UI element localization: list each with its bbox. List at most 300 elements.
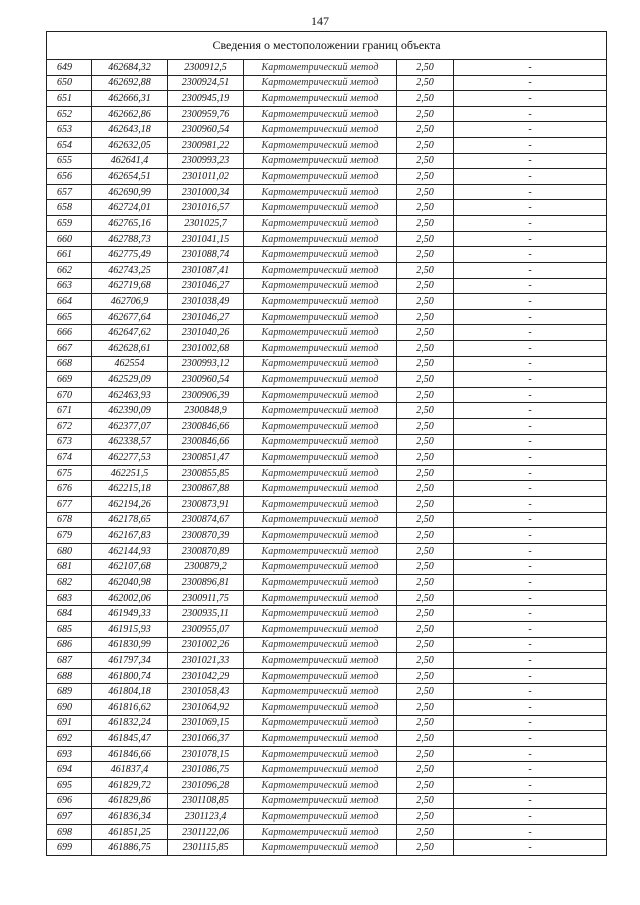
table-row xyxy=(47,216,607,232)
precision-cell: 2,50 xyxy=(397,606,454,622)
table-row xyxy=(47,403,607,419)
precision-cell: 2,50 xyxy=(397,699,454,715)
point-number-cell: 680 xyxy=(47,543,92,559)
method-cell: Картометрический метод xyxy=(244,122,397,138)
precision-cell: 2,50 xyxy=(397,309,454,325)
precision-cell: 2,50 xyxy=(397,497,454,513)
table-row xyxy=(47,153,607,169)
table-row xyxy=(47,325,607,341)
x-coordinate-cell: 462144,93 xyxy=(92,543,168,559)
table-row xyxy=(47,809,607,825)
point-number-cell: 691 xyxy=(47,715,92,731)
description-cell: - xyxy=(454,169,607,185)
x-coordinate-cell: 462167,83 xyxy=(92,528,168,544)
x-coordinate-cell: 461886,75 xyxy=(92,840,168,856)
x-coordinate-cell: 461949,33 xyxy=(92,606,168,622)
description-cell: - xyxy=(454,575,607,591)
table-row xyxy=(47,309,607,325)
point-number-cell: 696 xyxy=(47,793,92,809)
x-coordinate-cell: 462628,61 xyxy=(92,340,168,356)
table-row xyxy=(47,106,607,122)
point-number-cell: 697 xyxy=(47,809,92,825)
table-row xyxy=(47,543,607,559)
x-coordinate-cell: 462554 xyxy=(92,356,168,372)
y-coordinate-cell: 2301086,75 xyxy=(168,762,244,778)
point-number-cell: 679 xyxy=(47,528,92,544)
point-number-cell: 656 xyxy=(47,169,92,185)
y-coordinate-cell: 2300855,85 xyxy=(168,465,244,481)
description-cell: - xyxy=(454,106,607,122)
x-coordinate-cell: 461829,72 xyxy=(92,778,168,794)
description-cell: - xyxy=(454,731,607,747)
description-cell: - xyxy=(454,465,607,481)
method-cell: Картометрический метод xyxy=(244,809,397,825)
x-coordinate-cell: 462775,49 xyxy=(92,247,168,263)
method-cell: Картометрический метод xyxy=(244,75,397,91)
method-cell: Картометрический метод xyxy=(244,387,397,403)
point-number-cell: 698 xyxy=(47,824,92,840)
table-row xyxy=(47,731,607,747)
x-coordinate-cell: 462338,57 xyxy=(92,434,168,450)
description-cell: - xyxy=(454,762,607,778)
y-coordinate-cell: 2301066,37 xyxy=(168,731,244,747)
precision-cell: 2,50 xyxy=(397,543,454,559)
point-number-cell: 668 xyxy=(47,356,92,372)
description-cell: - xyxy=(454,200,607,216)
description-cell: - xyxy=(454,481,607,497)
table-row xyxy=(47,778,607,794)
precision-cell: 2,50 xyxy=(397,372,454,388)
description-cell: - xyxy=(454,262,607,278)
x-coordinate-cell: 462251,5 xyxy=(92,465,168,481)
table-row xyxy=(47,621,607,637)
description-cell: - xyxy=(454,356,607,372)
precision-cell: 2,50 xyxy=(397,387,454,403)
description-cell: - xyxy=(454,543,607,559)
point-number-cell: 686 xyxy=(47,637,92,653)
table-row xyxy=(47,746,607,762)
table-row xyxy=(47,356,607,372)
point-number-cell: 673 xyxy=(47,434,92,450)
precision-cell: 2,50 xyxy=(397,528,454,544)
precision-cell: 2,50 xyxy=(397,91,454,107)
point-number-cell: 658 xyxy=(47,200,92,216)
x-coordinate-cell: 462277,53 xyxy=(92,450,168,466)
description-cell: - xyxy=(454,590,607,606)
method-cell: Картометрический метод xyxy=(244,91,397,107)
point-number-cell: 694 xyxy=(47,762,92,778)
method-cell: Картометрический метод xyxy=(244,325,397,341)
precision-cell: 2,50 xyxy=(397,262,454,278)
description-cell: - xyxy=(454,372,607,388)
table-row xyxy=(47,684,607,700)
point-number-cell: 669 xyxy=(47,372,92,388)
y-coordinate-cell: 2301058,43 xyxy=(168,684,244,700)
y-coordinate-cell: 2300896,81 xyxy=(168,575,244,591)
table-row xyxy=(47,559,607,575)
description-cell: - xyxy=(454,621,607,637)
precision-cell: 2,50 xyxy=(397,762,454,778)
point-number-cell: 677 xyxy=(47,497,92,513)
method-cell: Картометрический метод xyxy=(244,340,397,356)
precision-cell: 2,50 xyxy=(397,231,454,247)
x-coordinate-cell: 462788,73 xyxy=(92,231,168,247)
point-number-cell: 666 xyxy=(47,325,92,341)
x-coordinate-cell: 462662,86 xyxy=(92,106,168,122)
description-cell: - xyxy=(454,231,607,247)
point-number-cell: 674 xyxy=(47,450,92,466)
y-coordinate-cell: 2300924,51 xyxy=(168,75,244,91)
y-coordinate-cell: 2300873,91 xyxy=(168,497,244,513)
precision-cell: 2,50 xyxy=(397,122,454,138)
x-coordinate-cell: 461830,99 xyxy=(92,637,168,653)
method-cell: Картометрический метод xyxy=(244,715,397,731)
x-coordinate-cell: 462002,06 xyxy=(92,590,168,606)
method-cell: Картометрический метод xyxy=(244,621,397,637)
table-row xyxy=(47,606,607,622)
description-cell: - xyxy=(454,138,607,154)
y-coordinate-cell: 2301087,41 xyxy=(168,262,244,278)
point-number-cell: 659 xyxy=(47,216,92,232)
precision-cell: 2,50 xyxy=(397,419,454,435)
y-coordinate-cell: 2301069,15 xyxy=(168,715,244,731)
description-cell: - xyxy=(454,325,607,341)
x-coordinate-cell: 462706,9 xyxy=(92,294,168,310)
table-row xyxy=(47,278,607,294)
point-number-cell: 650 xyxy=(47,75,92,91)
method-cell: Картометрический метод xyxy=(244,543,397,559)
point-number-cell: 660 xyxy=(47,231,92,247)
y-coordinate-cell: 2300867,88 xyxy=(168,481,244,497)
precision-cell: 2,50 xyxy=(397,60,454,76)
table-row xyxy=(47,372,607,388)
x-coordinate-cell: 462390,09 xyxy=(92,403,168,419)
method-cell: Картометрический метод xyxy=(244,231,397,247)
x-coordinate-cell: 461915,93 xyxy=(92,621,168,637)
table-row xyxy=(47,262,607,278)
method-cell: Картометрический метод xyxy=(244,481,397,497)
y-coordinate-cell: 2301021,33 xyxy=(168,653,244,669)
point-number-cell: 664 xyxy=(47,294,92,310)
point-number-cell: 665 xyxy=(47,309,92,325)
method-cell: Картометрический метод xyxy=(244,684,397,700)
y-coordinate-cell: 2301025,7 xyxy=(168,216,244,232)
method-cell: Картометрический метод xyxy=(244,450,397,466)
description-cell: - xyxy=(454,684,607,700)
y-coordinate-cell: 2301002,26 xyxy=(168,637,244,653)
precision-cell: 2,50 xyxy=(397,153,454,169)
point-number-cell: 676 xyxy=(47,481,92,497)
y-coordinate-cell: 2300912,5 xyxy=(168,60,244,76)
point-number-cell: 667 xyxy=(47,340,92,356)
precision-cell: 2,50 xyxy=(397,325,454,341)
precision-cell: 2,50 xyxy=(397,450,454,466)
method-cell: Картометрический метод xyxy=(244,465,397,481)
y-coordinate-cell: 2300993,12 xyxy=(168,356,244,372)
table-row xyxy=(47,75,607,91)
method-cell: Картометрический метод xyxy=(244,668,397,684)
x-coordinate-cell: 461846,66 xyxy=(92,746,168,762)
y-coordinate-cell: 2301041,15 xyxy=(168,231,244,247)
precision-cell: 2,50 xyxy=(397,746,454,762)
description-cell: - xyxy=(454,153,607,169)
description-cell: - xyxy=(454,309,607,325)
precision-cell: 2,50 xyxy=(397,590,454,606)
page-number: 147 xyxy=(311,14,329,28)
method-cell: Картометрический метод xyxy=(244,699,397,715)
table-row xyxy=(47,653,607,669)
table-title: Сведения о местоположении границ объекта xyxy=(47,32,607,60)
y-coordinate-cell: 2301122,06 xyxy=(168,824,244,840)
point-number-cell: 649 xyxy=(47,60,92,76)
method-cell: Картометрический метод xyxy=(244,637,397,653)
point-number-cell: 683 xyxy=(47,590,92,606)
y-coordinate-cell: 2300846,66 xyxy=(168,434,244,450)
y-coordinate-cell: 2300911,75 xyxy=(168,590,244,606)
table-title-row xyxy=(47,32,607,60)
method-cell: Картометрический метод xyxy=(244,200,397,216)
description-cell: - xyxy=(454,216,607,232)
x-coordinate-cell: 462040,98 xyxy=(92,575,168,591)
y-coordinate-cell: 2301016,57 xyxy=(168,200,244,216)
description-cell: - xyxy=(454,778,607,794)
precision-cell: 2,50 xyxy=(397,138,454,154)
x-coordinate-cell: 462194,26 xyxy=(92,497,168,513)
point-number-cell: 652 xyxy=(47,106,92,122)
method-cell: Картометрический метод xyxy=(244,762,397,778)
y-coordinate-cell: 2301000,34 xyxy=(168,184,244,200)
x-coordinate-cell: 461837,4 xyxy=(92,762,168,778)
precision-cell: 2,50 xyxy=(397,340,454,356)
method-cell: Картометрический метод xyxy=(244,153,397,169)
x-coordinate-cell: 462690,99 xyxy=(92,184,168,200)
precision-cell: 2,50 xyxy=(397,512,454,528)
method-cell: Картометрический метод xyxy=(244,216,397,232)
y-coordinate-cell: 2300960,54 xyxy=(168,122,244,138)
table-row xyxy=(47,481,607,497)
method-cell: Картометрический метод xyxy=(244,575,397,591)
y-coordinate-cell: 2301046,27 xyxy=(168,278,244,294)
point-number-cell: 654 xyxy=(47,138,92,154)
point-number-cell: 678 xyxy=(47,512,92,528)
description-cell: - xyxy=(454,403,607,419)
table-row xyxy=(47,169,607,185)
method-cell: Картометрический метод xyxy=(244,278,397,294)
precision-cell: 2,50 xyxy=(397,809,454,825)
x-coordinate-cell: 462677,64 xyxy=(92,309,168,325)
method-cell: Картометрический метод xyxy=(244,184,397,200)
y-coordinate-cell: 2301078,15 xyxy=(168,746,244,762)
description-cell: - xyxy=(454,278,607,294)
description-cell: - xyxy=(454,91,607,107)
description-cell: - xyxy=(454,809,607,825)
x-coordinate-cell: 462641,4 xyxy=(92,153,168,169)
table-row xyxy=(47,200,607,216)
description-cell: - xyxy=(454,184,607,200)
precision-cell: 2,50 xyxy=(397,840,454,856)
description-cell: - xyxy=(454,606,607,622)
table-row xyxy=(47,138,607,154)
y-coordinate-cell: 2300955,07 xyxy=(168,621,244,637)
y-coordinate-cell: 2301046,27 xyxy=(168,309,244,325)
point-number-cell: 657 xyxy=(47,184,92,200)
x-coordinate-cell: 461797,34 xyxy=(92,653,168,669)
description-cell: - xyxy=(454,637,607,653)
method-cell: Картометрический метод xyxy=(244,434,397,450)
y-coordinate-cell: 2301108,85 xyxy=(168,793,244,809)
precision-cell: 2,50 xyxy=(397,668,454,684)
method-cell: Картометрический метод xyxy=(244,746,397,762)
method-cell: Картометрический метод xyxy=(244,60,397,76)
point-number-cell: 653 xyxy=(47,122,92,138)
method-cell: Картометрический метод xyxy=(244,512,397,528)
table-row xyxy=(47,668,607,684)
y-coordinate-cell: 2300879,2 xyxy=(168,559,244,575)
description-cell: - xyxy=(454,497,607,513)
table-row xyxy=(47,340,607,356)
method-cell: Картометрический метод xyxy=(244,793,397,809)
table-row xyxy=(47,294,607,310)
description-cell: - xyxy=(454,668,607,684)
x-coordinate-cell: 462719,68 xyxy=(92,278,168,294)
description-cell: - xyxy=(454,294,607,310)
method-cell: Картометрический метод xyxy=(244,169,397,185)
point-number-cell: 651 xyxy=(47,91,92,107)
point-number-cell: 688 xyxy=(47,668,92,684)
y-coordinate-cell: 2301096,28 xyxy=(168,778,244,794)
y-coordinate-cell: 2301042,29 xyxy=(168,668,244,684)
table-row xyxy=(47,247,607,263)
method-cell: Картометрический метод xyxy=(244,294,397,310)
x-coordinate-cell: 462529,09 xyxy=(92,372,168,388)
x-coordinate-cell: 461845,47 xyxy=(92,731,168,747)
description-cell: - xyxy=(454,512,607,528)
point-number-cell: 661 xyxy=(47,247,92,263)
point-number-cell: 690 xyxy=(47,699,92,715)
precision-cell: 2,50 xyxy=(397,731,454,747)
precision-cell: 2,50 xyxy=(397,75,454,91)
description-cell: - xyxy=(454,559,607,575)
y-coordinate-cell: 2300851,47 xyxy=(168,450,244,466)
point-number-cell: 689 xyxy=(47,684,92,700)
method-cell: Картометрический метод xyxy=(244,419,397,435)
table-row xyxy=(47,184,607,200)
table-row xyxy=(47,840,607,856)
method-cell: Картометрический метод xyxy=(244,528,397,544)
method-cell: Картометрический метод xyxy=(244,559,397,575)
description-cell: - xyxy=(454,450,607,466)
precision-cell: 2,50 xyxy=(397,559,454,575)
point-number-cell: 699 xyxy=(47,840,92,856)
description-cell: - xyxy=(454,840,607,856)
y-coordinate-cell: 2300993,23 xyxy=(168,153,244,169)
y-coordinate-cell: 2300848,9 xyxy=(168,403,244,419)
precision-cell: 2,50 xyxy=(397,637,454,653)
x-coordinate-cell: 462666,31 xyxy=(92,91,168,107)
description-cell: - xyxy=(454,419,607,435)
description-cell: - xyxy=(454,75,607,91)
description-cell: - xyxy=(454,434,607,450)
point-number-cell: 685 xyxy=(47,621,92,637)
y-coordinate-cell: 2301040,26 xyxy=(168,325,244,341)
y-coordinate-cell: 2301088,74 xyxy=(168,247,244,263)
method-cell: Картометрический метод xyxy=(244,372,397,388)
precision-cell: 2,50 xyxy=(397,294,454,310)
precision-cell: 2,50 xyxy=(397,481,454,497)
table-row xyxy=(47,762,607,778)
table-row xyxy=(47,419,607,435)
x-coordinate-cell: 462724,01 xyxy=(92,200,168,216)
table-row xyxy=(47,465,607,481)
x-coordinate-cell: 462178,65 xyxy=(92,512,168,528)
precision-cell: 2,50 xyxy=(397,278,454,294)
precision-cell: 2,50 xyxy=(397,247,454,263)
y-coordinate-cell: 2300981,22 xyxy=(168,138,244,154)
table-row xyxy=(47,91,607,107)
table-row xyxy=(47,231,607,247)
y-coordinate-cell: 2301064,92 xyxy=(168,699,244,715)
method-cell: Картометрический метод xyxy=(244,840,397,856)
method-cell: Картометрический метод xyxy=(244,653,397,669)
table-row xyxy=(47,637,607,653)
point-number-cell: 687 xyxy=(47,653,92,669)
precision-cell: 2,50 xyxy=(397,216,454,232)
y-coordinate-cell: 2301123,4 xyxy=(168,809,244,825)
y-coordinate-cell: 2300874,67 xyxy=(168,512,244,528)
method-cell: Картометрический метод xyxy=(244,356,397,372)
precision-cell: 2,50 xyxy=(397,169,454,185)
y-coordinate-cell: 2300935,11 xyxy=(168,606,244,622)
method-cell: Картометрический метод xyxy=(244,403,397,419)
description-cell: - xyxy=(454,528,607,544)
method-cell: Картометрический метод xyxy=(244,824,397,840)
y-coordinate-cell: 2301002,68 xyxy=(168,340,244,356)
y-coordinate-cell: 2301115,85 xyxy=(168,840,244,856)
table-row xyxy=(47,122,607,138)
precision-cell: 2,50 xyxy=(397,824,454,840)
description-cell: - xyxy=(454,247,607,263)
x-coordinate-cell: 461836,34 xyxy=(92,809,168,825)
x-coordinate-cell: 462765,16 xyxy=(92,216,168,232)
table-row xyxy=(47,793,607,809)
x-coordinate-cell: 462107,68 xyxy=(92,559,168,575)
table-row xyxy=(47,824,607,840)
point-number-cell: 671 xyxy=(47,403,92,419)
table-row xyxy=(47,497,607,513)
table-row xyxy=(47,528,607,544)
precision-cell: 2,50 xyxy=(397,403,454,419)
y-coordinate-cell: 2300945,19 xyxy=(168,91,244,107)
point-number-cell: 663 xyxy=(47,278,92,294)
table-row xyxy=(47,715,607,731)
precision-cell: 2,50 xyxy=(397,715,454,731)
point-number-cell: 692 xyxy=(47,731,92,747)
description-cell: - xyxy=(454,122,607,138)
point-number-cell: 684 xyxy=(47,606,92,622)
method-cell: Картометрический метод xyxy=(244,731,397,747)
table-row xyxy=(47,512,607,528)
description-cell: - xyxy=(454,653,607,669)
precision-cell: 2,50 xyxy=(397,778,454,794)
description-cell: - xyxy=(454,340,607,356)
description-cell: - xyxy=(454,715,607,731)
point-number-cell: 672 xyxy=(47,419,92,435)
method-cell: Картометрический метод xyxy=(244,778,397,794)
y-coordinate-cell: 2300870,89 xyxy=(168,543,244,559)
y-coordinate-cell: 2301011,02 xyxy=(168,169,244,185)
description-cell: - xyxy=(454,793,607,809)
precision-cell: 2,50 xyxy=(397,465,454,481)
